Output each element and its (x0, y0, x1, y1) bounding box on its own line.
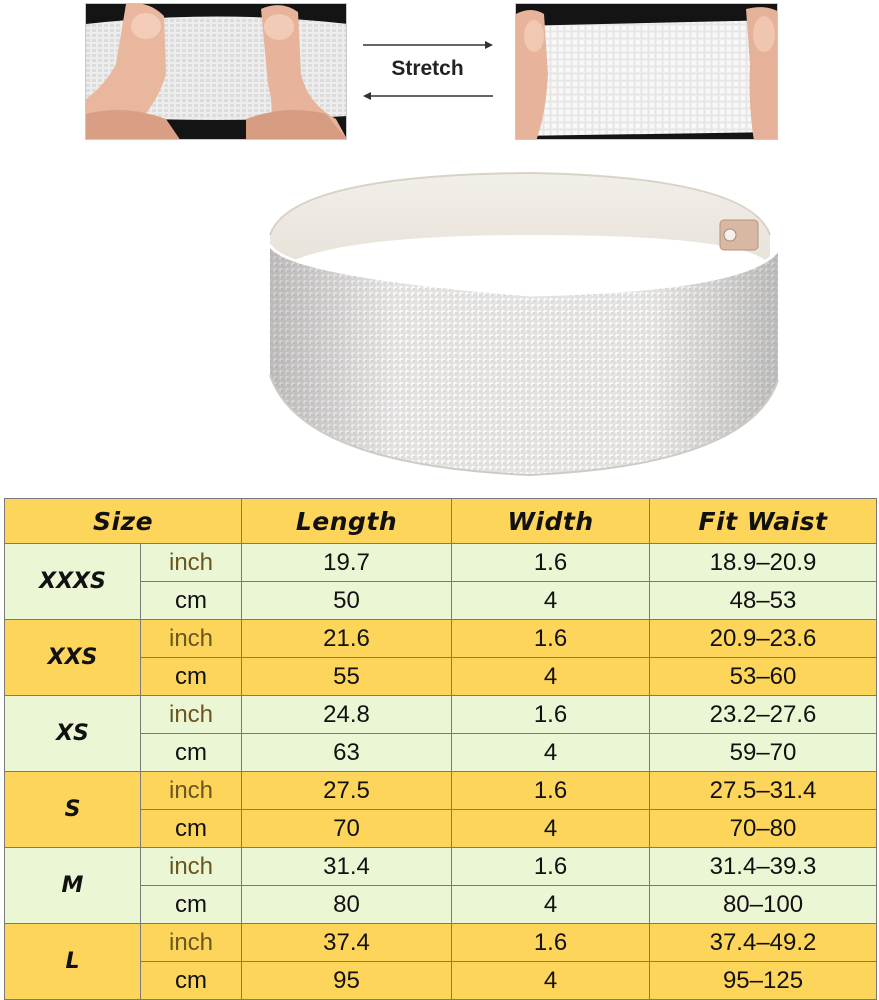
unit-label: cm (141, 886, 242, 924)
stretch-label: Stretch (391, 57, 464, 80)
fit-waist-value: 18.9–20.9 (650, 544, 877, 582)
width-value: 4 (452, 962, 650, 1000)
header-size-label: Size (92, 506, 154, 536)
arrow-left-icon (363, 91, 493, 101)
table-row (5, 772, 877, 810)
unit-label: inch (141, 620, 242, 658)
unit-label: inch (141, 772, 242, 810)
width-value: 4 (452, 582, 650, 620)
fit-waist-value: 70–80 (650, 810, 877, 848)
header-size (5, 499, 242, 544)
unit-label: inch (141, 924, 242, 962)
fit-waist-value: 80–100 (650, 886, 877, 924)
table-row (5, 848, 877, 886)
length-value: 31.4 (242, 848, 452, 886)
size-label: M (5, 848, 141, 924)
length-value: 50 (242, 582, 452, 620)
table-row (5, 620, 877, 658)
fit-waist-value: 37.4–49.2 (650, 924, 877, 962)
length-value: 55 (242, 658, 452, 696)
size-chart-table (4, 498, 877, 1000)
size-label: XXXS (5, 544, 141, 620)
header-width-label: Width (507, 506, 594, 536)
length-value: 70 (242, 810, 452, 848)
unit-label: cm (141, 962, 242, 1000)
table-row (5, 924, 877, 962)
fit-waist-value: 95–125 (650, 962, 877, 1000)
length-value: 19.7 (242, 544, 452, 582)
rhinestone-belt-image (230, 165, 790, 485)
fit-waist-value: 31.4–39.3 (650, 848, 877, 886)
header-length-label: Length (295, 506, 398, 536)
width-value: 1.6 (452, 772, 650, 810)
length-value: 63 (242, 734, 452, 772)
fit-waist-value: 48–53 (650, 582, 877, 620)
width-value: 4 (452, 810, 650, 848)
header-length (242, 499, 452, 544)
length-value: 95 (242, 962, 452, 1000)
table-row (5, 696, 877, 734)
width-value: 4 (452, 658, 650, 696)
width-value: 4 (452, 886, 650, 924)
fit-waist-value: 53–60 (650, 658, 877, 696)
header-fit-waist-label: Fit Waist (698, 506, 828, 536)
length-value: 24.8 (242, 696, 452, 734)
fit-waist-value: 20.9–23.6 (650, 620, 877, 658)
length-value: 80 (242, 886, 452, 924)
size-label: XS (5, 696, 141, 772)
size-label: L (5, 924, 141, 1000)
header-width (452, 499, 650, 544)
unit-label: inch (141, 848, 242, 886)
width-value: 4 (452, 734, 650, 772)
fit-waist-value: 27.5–31.4 (650, 772, 877, 810)
fit-waist-value: 59–70 (650, 734, 877, 772)
width-value: 1.6 (452, 620, 650, 658)
header-fit-waist (650, 499, 877, 544)
width-value: 1.6 (452, 848, 650, 886)
unit-label: inch (141, 544, 242, 582)
table-row (5, 544, 877, 582)
unit-label: cm (141, 582, 242, 620)
unit-label: inch (141, 696, 242, 734)
size-label: XXS (5, 620, 141, 696)
length-value: 21.6 (242, 620, 452, 658)
relaxed-band-photo (85, 3, 347, 140)
length-value: 27.5 (242, 772, 452, 810)
length-value: 37.4 (242, 924, 452, 962)
width-value: 1.6 (452, 544, 650, 582)
stretched-band-photo (515, 3, 778, 140)
unit-label: cm (141, 658, 242, 696)
unit-label: cm (141, 810, 242, 848)
table-header-row (5, 499, 877, 544)
fit-waist-value: 23.2–27.6 (650, 696, 877, 734)
unit-label: cm (141, 734, 242, 772)
arrow-right-icon (363, 40, 493, 50)
stretch-indicator (355, 35, 500, 105)
width-value: 1.6 (452, 696, 650, 734)
width-value: 1.6 (452, 924, 650, 962)
size-label: S (5, 772, 141, 848)
